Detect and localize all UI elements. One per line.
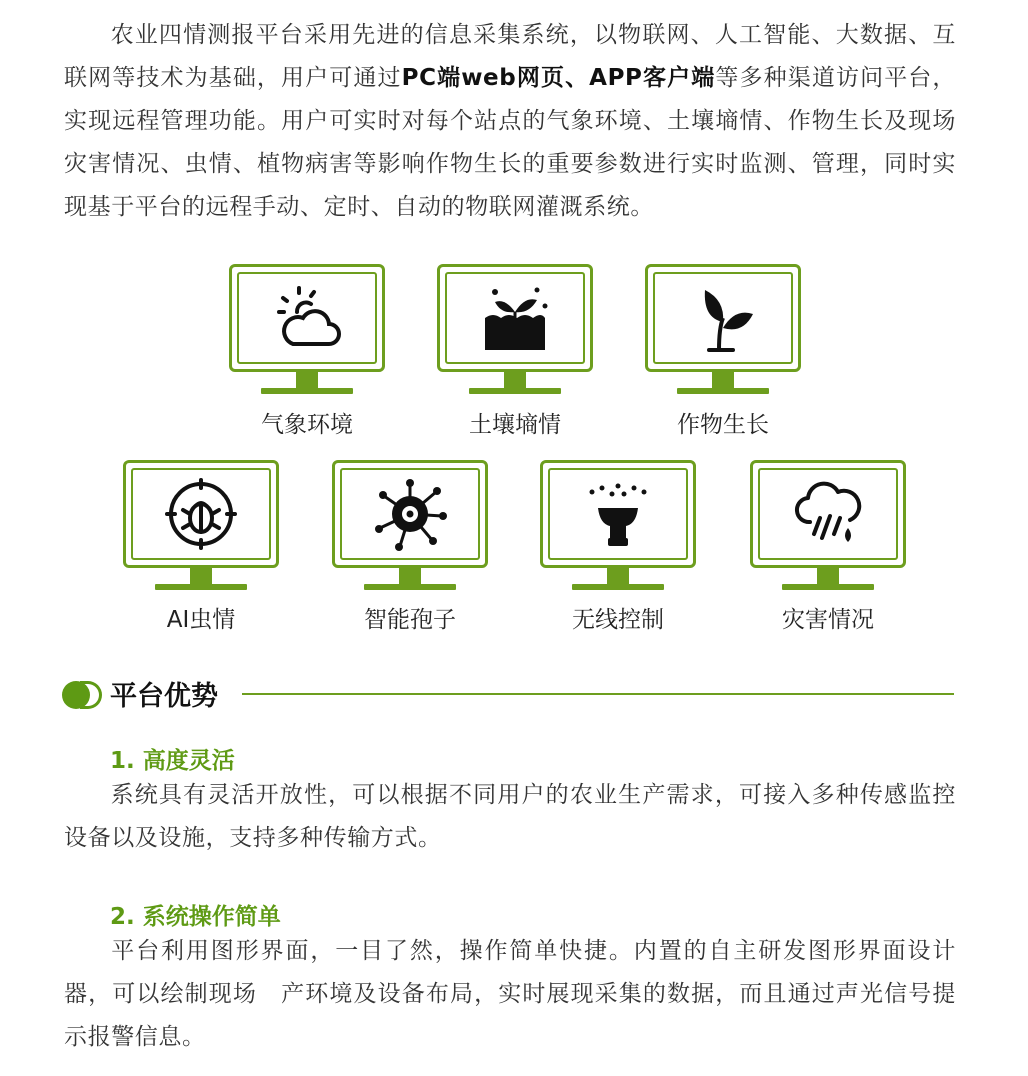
intro-text-1: 农业四情测报平台采用先进的信息采集系统，以物联网、人工智能、大数据、互联网等技术为基础，用户可通过 — [64, 22, 956, 91]
bug-icon — [161, 474, 241, 554]
feature-label: 气象环境 — [261, 412, 353, 438]
feature-label: 灾害情况 — [782, 607, 874, 633]
feature-label: 土壤墒情 — [469, 412, 561, 438]
feature-label: 智能孢子 — [364, 607, 456, 633]
feature-weather — [229, 264, 385, 396]
intro-highlight: PC端web网页、APP客户端 — [401, 65, 716, 91]
advantage-text-content: 平台利用图形界面，一目了然，操作简单快捷。内置的自主研发图形界面设计器，可以绘制现场 产环境及设备布局，实时展现采集的数据，而且通过声光信号提示报警信息。 — [64, 938, 956, 1050]
feature-bug — [123, 460, 279, 592]
intro-text-2: 等多种渠道访问平台，实现远程管理功能。用户可实时对每个站点的气象环境、土壤墒情、作物生长及现场灾害情况、虫情、植物病害等影响作物生长的重要参数进行实时监测、管理，同时实现基于平台的远程手动、定时、自动的物联网灌溉系统。 — [64, 65, 957, 220]
advantage-heading: 1. 高度灵活 — [110, 748, 235, 774]
advantage-text — [64, 930, 956, 1059]
feature-label: 无线控制 — [572, 607, 664, 633]
feature-label: 作物生长 — [677, 412, 769, 438]
feature-storm — [750, 460, 906, 592]
advantage-text-content: 系统具有灵活开放性，可以根据不同用户的农业生产需求，可接入多种传感监控设备以及设施，支持多种传输方式。 — [64, 782, 956, 851]
spore-icon — [370, 474, 450, 554]
intro-paragraph — [64, 14, 956, 229]
bullet-ring-icon — [80, 681, 102, 709]
feature-soil — [437, 264, 593, 396]
feature-sprinkler — [540, 460, 696, 592]
advantage-text — [64, 774, 956, 860]
storm-icon — [788, 474, 868, 554]
feature-sprout — [645, 264, 801, 396]
feature-spore — [332, 460, 488, 592]
soil-icon — [475, 278, 555, 358]
advantage-heading: 2. 系统操作简单 — [110, 904, 281, 930]
weather-icon — [267, 278, 347, 358]
sprinkler-icon — [578, 474, 658, 554]
feature-label: AI虫情 — [166, 607, 236, 633]
divider — [242, 693, 954, 695]
advantages-heading — [62, 672, 954, 716]
section-title: 平台优势 — [110, 681, 218, 712]
sprout-icon — [683, 278, 763, 358]
